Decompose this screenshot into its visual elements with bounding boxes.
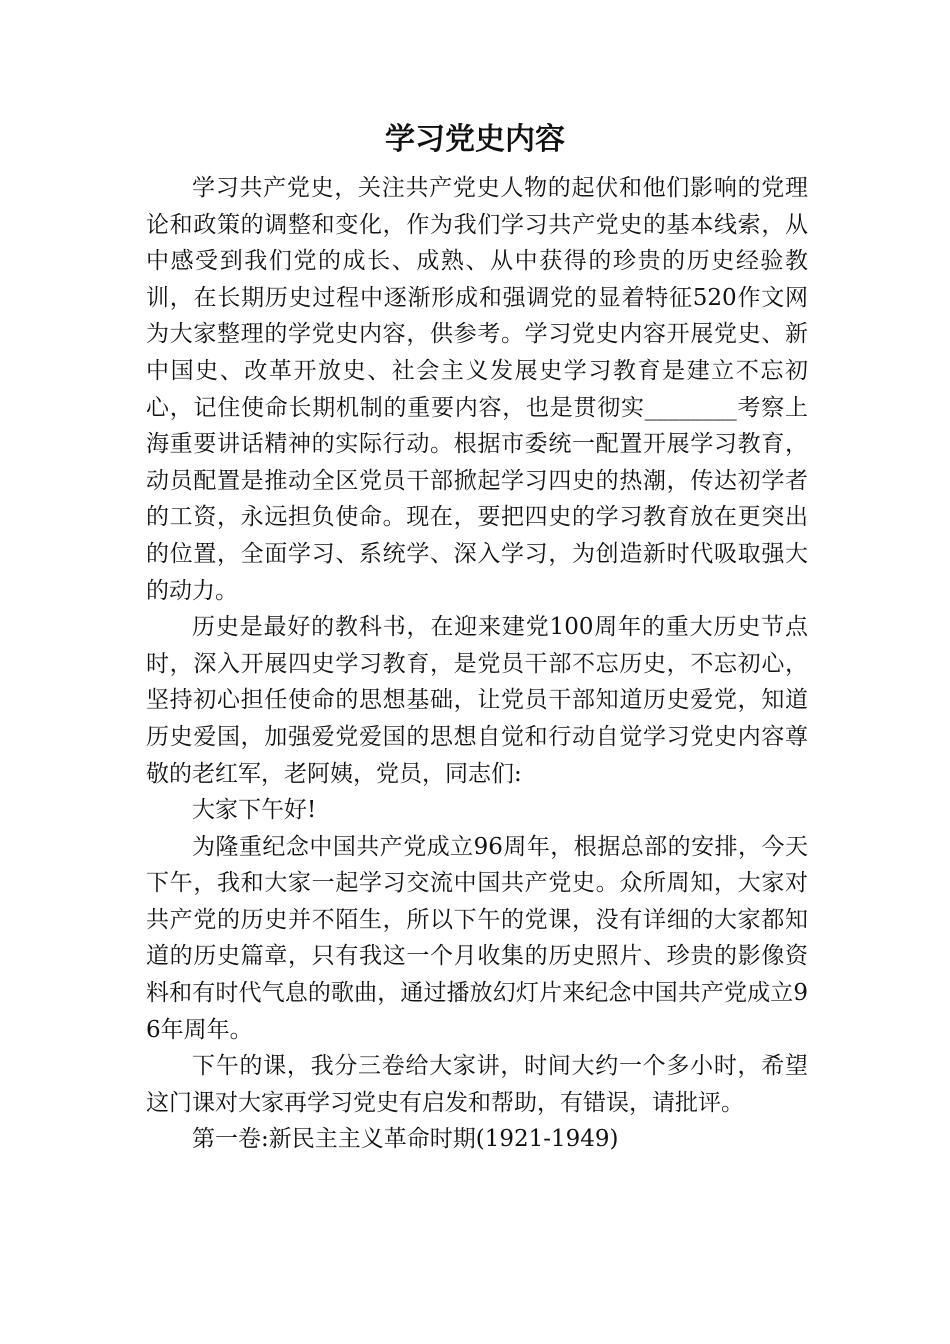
paragraph-4: 为隆重纪念中国共产党成立96周年，根据总部的安排，今天下午，我和大家一起学习交流中国共产党史。众所周知，大家对共产党的历史并不陌生，所以下午的党课，没有详细的大家都知道的历史篇章，只有我这一个月收集的历史照片、珍贵的影像资料和有时代气息的歌曲，通过播放幻灯片来纪念中国共产党成立96年周年。 <box>146 833 808 1043</box>
document-title: 学习党史内容 <box>385 122 565 157</box>
paragraph-2: 历史是最好的教科书，在迎来建党100周年的重大历史节点时，深入开展四史学习教育，是党员干部不忘历史，不忘初心，坚持初心担任使命的思想基础，让党员干部知道历史爱党，知道历史爱国，加强爱党爱国的思想自觉和行动自觉学习党史内容尊敬的老红军，老阿姨，党员，同志们: <box>146 614 808 787</box>
paragraph-5: 下午的课，我分三卷给大家讲，时间大约一个多小时，希望这门课对大家再学习党史有启发和帮助，有错误，请批评。 <box>146 1053 808 1116</box>
paragraph-1: 学习共产党史，关注共产党史人物的起伏和他们影响的党理论和政策的调整和变化，作为我们学习共产党史的基本线索，从中感受到我们党的成长、成熟、从中获得的珍贵的历史经验教训，在长期历史过程中逐渐形成和强调党的显着特征520作文网为大家整理的学党史内容，供参考。学习党史内容开展党史、新中国史、改革开放史、社会主义发展史学习教育是建立不忘初心，记住使命长期机制的重要内容，也是贯彻实________考察上海重要讲话精神的实际行动。根据市委统一配置开展学习教育，动员配置是推动全区党员干部掀起学习四史的热潮，传达初学者的工资，永远担负使命。现在，要把四史的学习教育放在更突出的位置，全面学习、系统学、深入学习，为创造新时代吸取强大的动力。 <box>146 175 808 604</box>
paragraph-6: 第一卷:新民主主义革命时期(1921-1949) <box>192 1126 619 1153</box>
paragraph-3: 大家下午好! <box>192 797 317 824</box>
document-body <box>146 170 808 1158</box>
